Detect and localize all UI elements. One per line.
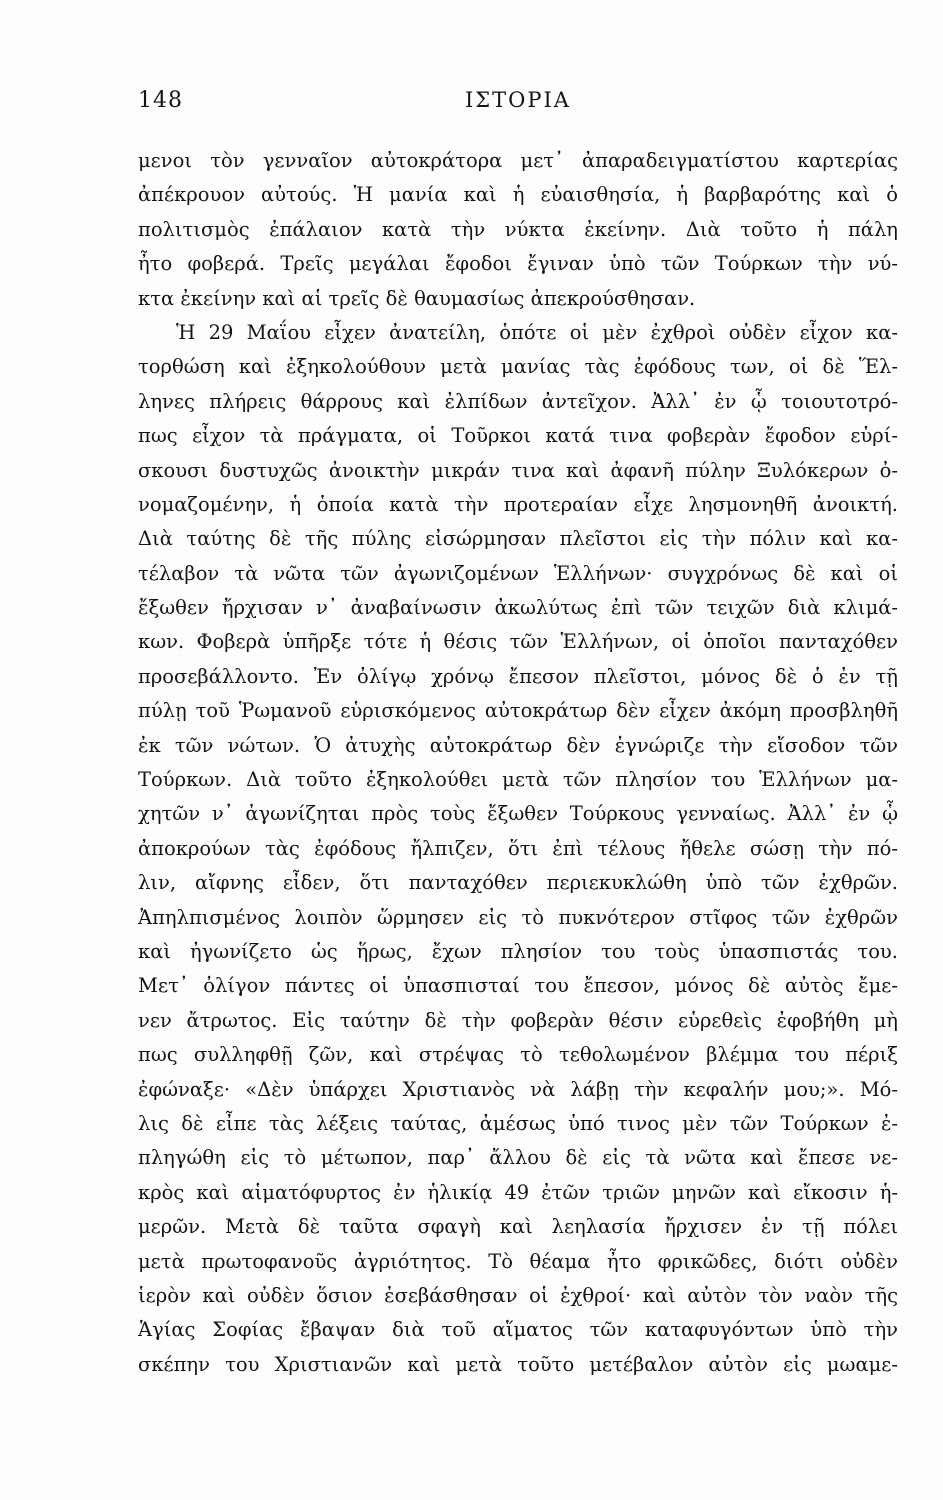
text-line: ἀπέκρουον αὐτούς. Ἡ μανία καὶ ἡ εὐαισθησία, ἡ βαρβαρότης καὶ ὁ [138,183,898,207]
text-line: ληνες πλήρεις θάρρους καὶ ἐλπίδων ἀντεῖχον. Ἀλλ᾽ ἐν ᾧ τοιουτοτρό- [138,389,898,413]
text-line: κων. Φοβερὰ ὑπῆρξε τότε ἡ θέσις τῶν Ἑλλήνων, οἱ ὁποῖοι πανταχόθεν [138,630,898,654]
text-line: Τούρκων. Διὰ τοῦτο ἐξηκολούθει μετὰ τῶν πλησίον του Ἑλλήνων μα- [138,768,898,792]
text-line: ἐφώναξε· «Δὲν ὑπάρχει Χριστιανὸς νὰ λάβῃ τὴν κεφαλήν μου;». Μό- [138,1077,898,1101]
text-line: ἐκ τῶν νώτων. Ὁ ἀτυχὴς αὐτοκράτωρ δὲν ἐγνώριζε τὴν εἴσοδον τῶν [138,733,898,757]
page-header [138,88,898,118]
text-line: κρὸς καὶ αἱματόφυρτος ἐν ἡλικίᾳ 49 ἐτῶν τριῶν μηνῶν καὶ εἴκοσιν ἡ- [138,1180,898,1204]
text-line: χητῶν ν᾽ ἀγωνίζηται πρὸς τοὺς ἔξωθεν Τούρκους γενναίως. Ἀλλ᾽ ἐν ᾧ [138,802,898,826]
page-number: 148 [138,88,183,113]
text-line: πολιτισμὸς ἐπάλαιον κατὰ τὴν νύκτα ἐκείνην. Διὰ τοῦτο ἡ πάλη [138,217,898,241]
text-line: πως συλληφθῇ ζῶν, καὶ στρέψας τὸ τεθολωμένον βλέμμα του πέριξ [138,1043,898,1067]
text-line: προσεβάλλοντο. Ἐν ὀλίγῳ χρόνῳ ἔπεσον πλεῖστοι, μόνος δὲ ὁ ἐν τῇ [138,664,898,688]
text-line: καὶ ἠγωνίζετο ὡς ἥρως, ἔχων πλησίον του τοὺς ὑπασπιστάς του. [138,939,898,963]
text-line: Ἁγίας Σοφίας ἔβαψαν διὰ τοῦ αἵματος τῶν καταφυγόντων ὑπὸ τὴν [138,1318,898,1342]
text-line: τέλαβον τὰ νῶτα τῶν ἀγωνιζομένων Ἑλλήνων· συγχρόνως δὲ καὶ οἱ [138,561,898,585]
text-line: Ἡ 29 Μαΐου εἶχεν ἀνατείλη, ὁπότε οἱ μὲν ἐχθροὶ οὐδὲν εἶχον κα- [176,320,898,344]
text-line: σκουσι δυστυχῶς ἀνοικτὴν μικράν τινα καὶ ἀφανῆ πύλην Ξυλόκερων ὀ- [138,458,898,482]
text-line: σκέπην του Χριστιανῶν καὶ μετὰ τοῦτο μετέβαλον αὐτὸν εἰς μωαμε- [138,1352,898,1376]
text-line: τορθώση καὶ ἐξηκολούθουν μετὰ μανίας τὰς ἐφόδους των, οἱ δὲ Ἕλ- [138,355,898,379]
text-line: κτα ἐκείνην καὶ αἱ τρεῖς δὲ θαυμασίως ἀπεκρούσθησαν. [138,286,696,310]
text-line: λις δὲ εἶπε τὰς λέξεις ταύτας, ἀμέσως ὑπό τινος μὲν τῶν Τούρκων ἐ- [138,1111,898,1135]
text-line: ἦτο φοβερά. Τρεῖς μεγάλαι ἔφοδοι ἔγιναν ὑπὸ τῶν Τούρκων τὴν νύ- [138,252,898,276]
text-line: πύλῃ τοῦ Ῥωμανοῦ εὑρισκόμενος αὐτοκράτωρ δὲν εἶχεν ἀκόμη προσβληθῆ [138,699,898,723]
text-line: Ἀπηλπισμένος λοιπὸν ὥρμησεν εἰς τὸ πυκνότερον στῖφος τῶν ἐχθρῶν [138,905,898,929]
text-line: μερῶν. Μετὰ δὲ ταῦτα σφαγὴ καὶ λεηλασία ἤρχισεν ἐν τῇ πόλει [138,1215,898,1239]
text-line: πως εἶχον τὰ πράγματα, οἱ Τοῦρκοι κατά τινα φοβερὰν ἔφοδον εὑρί- [138,424,898,448]
text-line: Μετ᾽ ὀλίγον πάντες οἱ ὑπασπισταί του ἔπεσον, μόνος δὲ αὐτὸς ἔμε- [138,974,898,998]
text-line: πληγώθη εἰς τὸ μέτωπον, παρ᾽ ἄλλου δὲ εἰς τὰ νῶτα καὶ ἔπεσε νε- [138,1146,898,1170]
body-text [138,144,898,1382]
running-head: ΙΣΤΟΡΙΑ [465,88,571,112]
text-line: λιν, αἴφνης εἶδεν, ὅτι πανταχόθεν περιεκυκλώθη ὑπὸ τῶν ἐχθρῶν. [138,871,898,895]
text-line: νομαζομένην, ἡ ὁποία κατὰ τὴν προτεραίαν εἶχε λησμονηθῆ ἀνοικτή. [138,492,898,516]
text-line: μετὰ πρωτοφανοῦς ἀγριότητος. Τὸ θέαμα ἦτο φρικῶδες, διότι οὐδὲν [138,1249,898,1273]
text-line: Διὰ ταύτης δὲ τῆς πύλης εἰσώρμησαν πλεῖστοι εἰς τὴν πόλιν καὶ κα- [138,527,898,551]
text-line: νεν ἄτρωτος. Εἰς ταύτην δὲ τὴν φοβερὰν θέσιν εὑρεθεὶς ἐφοβήθη μὴ [138,1008,898,1032]
text-line: μενοι τὸν γενναῖον αὐτοκράτορα μετ᾽ ἀπαραδειγματίστου καρτερίας [138,149,898,172]
text-line: ἱερὸν καὶ οὐδὲν ὅσιον ἐσεβάσθησαν οἱ ἐχθροί· καὶ αὐτὸν τὸν ναὸν τῆς [138,1283,898,1307]
text-line: ἔξωθεν ἤρχισαν ν᾽ ἀναβαίνωσιν ἀκωλύτως ἐπὶ τῶν τειχῶν διὰ κλιμά- [138,596,898,620]
text-line: ἀποκρούων τὰς ἐφόδους ἤλπιζεν, ὅτι ἐπὶ τέλους ἤθελε σώσῃ τὴν πό- [138,836,898,860]
